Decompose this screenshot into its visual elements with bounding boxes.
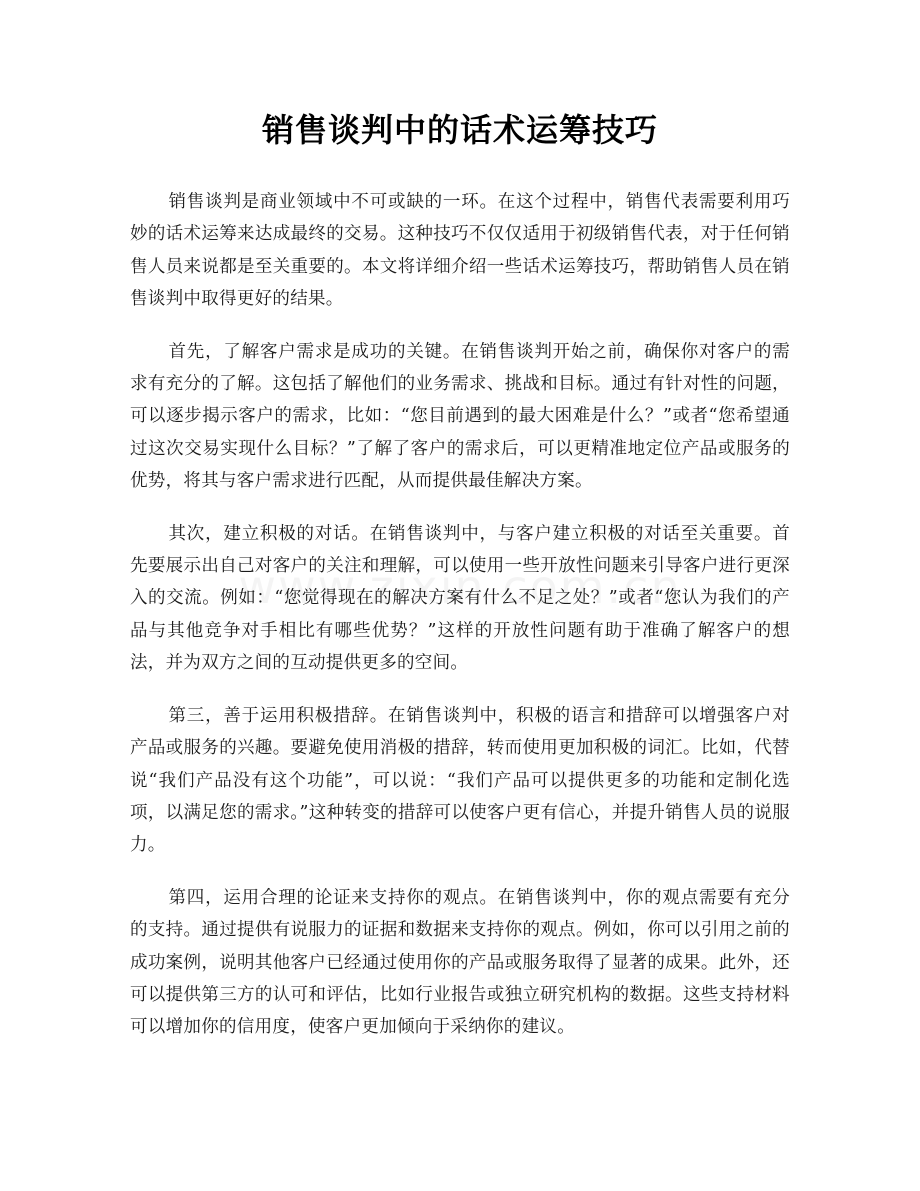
document-title: 销售谈判中的话术运筹技巧 [261,111,658,149]
paragraph-fourth-point: 第四，运用合理的论证来支持你的观点。在销售谈判中，你的观点需要有充分的支持。通过提供有说服力的证据和数据来支持你的观点。例如，你可以引用之前的成功案例，说明其他客户已经通过使用你的产品或服务取得了显著的成果。此外，还可以提供第三方的认可和评估，比如行业报告或独立研究机构的数据。这些支持材料可以增加你的信用度，使客户更加倾向于采纳你的建议。 [130,887,790,1038]
paragraph-first-point: 首先，了解客户需求是成功的关键。在销售谈判开始之前，确保你对客户的需求有充分的了解。这包括了解他们的业务需求、挑战和目标。通过有针对性的问题，可以逐步揭示客户的需求，比如：“您目前遇到的最大困难是什么？”或者“您希望通过这次交易实现什么目标？”了解了客户的需求后，可以更精准地定位产品或服务的优势，将其与客户需求进行匹配，从而提供最佳解决方案。 [130,341,790,492]
paragraph-second-point: 其次，建立积极的对话。在销售谈判中，与客户建立积极的对话至关重要。首先要展示出自己对客户的关注和理解，可以使用一些开放性问题来引导客户进行更深入的交流。例如：“您觉得现在的解决方案有什么不足之处？”或者“您认为我们的产品与其他竞争对手相比有哪些优势？”这样的开放性问题有助于准确了解客户的想法，并为双方之间的互动提供更多的空间。 [130,523,790,674]
paragraph-third-point: 第三，善于运用积极措辞。在销售谈判中，积极的语言和措辞可以增强客户对产品或服务的兴趣。要避免使用消极的措辞，转而使用更加积极的词汇。比如，代替说“我们产品没有这个功能”，可以说：“我们产品可以提供更多的功能和定制化选项，以满足您的需求。”这种转变的措辞可以使客户更有信心，并提升销售人员的说服力。 [130,705,790,856]
document-body [130,186,790,1044]
paragraph-intro: 销售谈判是商业领域中不可或缺的一环。在这个过程中，销售代表需要利用巧妙的话术运筹来达成最终的交易。这种技巧不仅仅适用于初级销售代表，对于任何销售人员来说都是至关重要的。本文将详细介绍一些话术运筹技巧，帮助销售人员在销售谈判中取得更好的结果。 [130,192,790,310]
